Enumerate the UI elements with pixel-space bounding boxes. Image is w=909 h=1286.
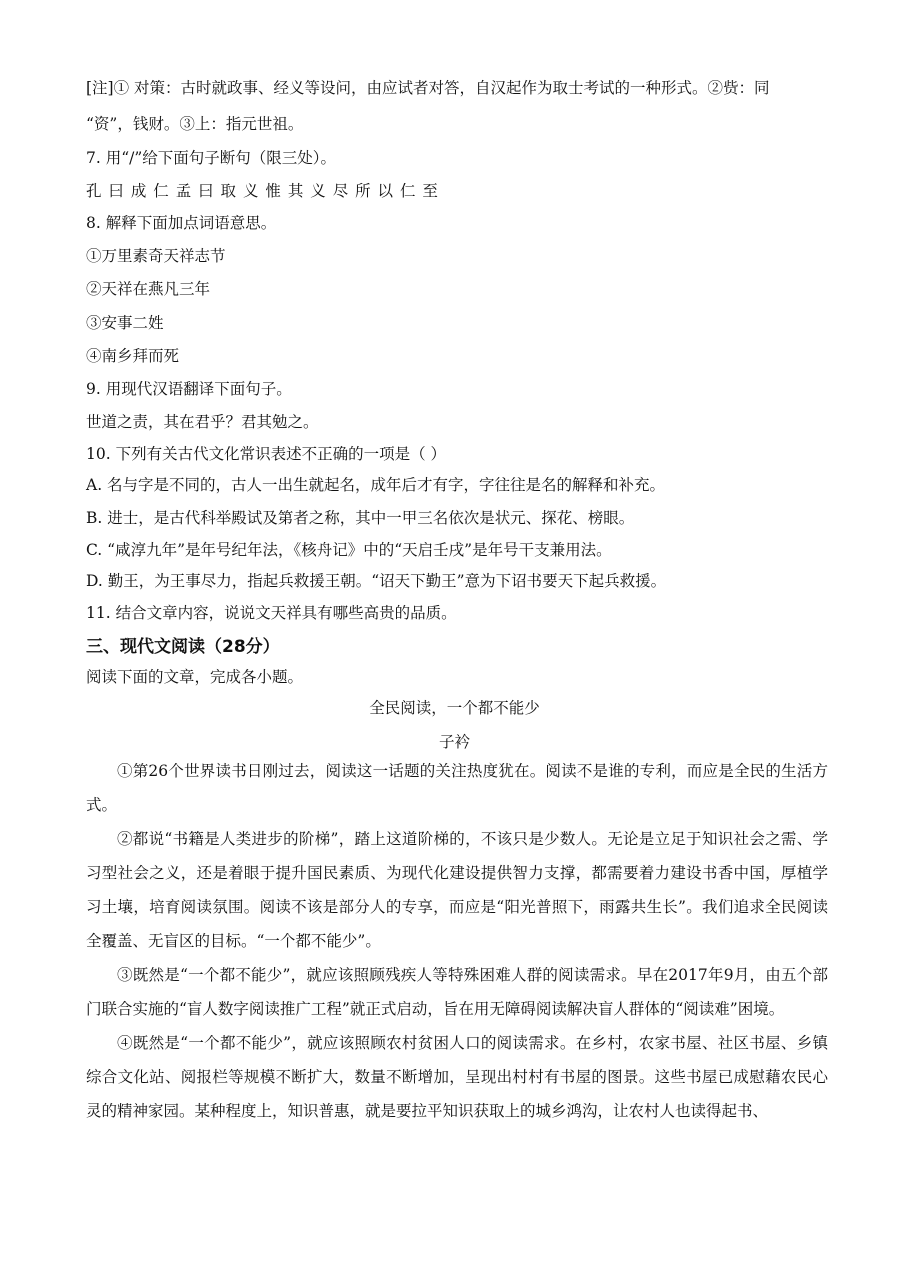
article-paragraph: ①第26个世界读书日刚过去，阅读这一话题的关注热度犹在。阅读不是谁的专利，而应是全民的生活方式。	[86, 762, 828, 814]
article-author: 子衿	[438, 733, 470, 751]
q7-text: 孔 曰 成 仁 孟 曰 取 义 惟 其 义 尽 所 以 仁 至	[86, 182, 439, 200]
note-line-1: [注]① 对策：古时就政事、经义等设问，由应试者对答，自汉起作为取士考试的一种形式。②赀：同	[86, 79, 770, 97]
section-instruction: 阅读下面的文章，完成各小题。	[86, 668, 304, 686]
q10-option-c: C. “咸淳九年”是年号纪年法，《核舟记》中的“天启壬戌”是年号干支兼用法。	[86, 541, 612, 559]
q10-option-d: D. 勤王，为王事尽力，指起兵救援王朝。“诏天下勤王”意为下诏书要天下起兵救援。	[86, 572, 667, 590]
article-paragraph: ②都说“书籍是人类进步的阶梯”，踏上这道阶梯的，不该只是少数人。无论是立足于知识社会之需、学习型社会之义，还是着眼于提升国民素质、为现代化建设提供智力支撑，都需要着力建设书香中国，厚植学习土壤，培育阅读氛围。阅读不该是部分人的专享，而应是“阳光普照下，雨露共生长”。我们追求全民阅读全覆盖、无盲区的目标。“一个都不能少”。	[86, 830, 828, 950]
q10-option-b: B. 进士，是古代科举殿试及第者之称，其中一甲三名依次是状元、探花、榜眼。	[86, 509, 635, 527]
q9-text: 世道之责，其在君乎？君其勉之。	[86, 413, 319, 431]
note-line-2: “资”，钱财。③上：指元世祖。	[86, 115, 304, 133]
section-heading: 三、现代文阅读（28分）	[86, 637, 280, 657]
article-body	[86, 754, 828, 1128]
article-paragraph: ④既然是“一个都不能少”，就应该照顾农村贫困人口的阅读需求。在乡村，农家书屋、社区书屋、乡镇综合文化站、阅报栏等规模不断扩大，数量不断增加，呈现出村村有书屋的图景。这些书屋已成慰藉农民心灵的精神家园。某种程度上，知识普惠，就是要拉平知识获取上的城乡鸿沟，让农村人也读得起书、	[86, 1034, 828, 1120]
article-paragraph: ③既然是“一个都不能少”，就应该照顾残疾人等特殊困难人群的阅读需求。早在2017年9月，由五个部门联合实施的“盲人数字阅读推广工程”就正式启动，旨在用无障碍阅读解决盲人群体的“阅读难”困境。	[86, 966, 828, 1018]
q8-prompt: 8. 解释下面加点词语意思。	[86, 214, 277, 232]
q7-prompt: 7. 用“/”给下面句子断句（限三处）。	[86, 149, 337, 167]
q8-item: ②天祥在燕凡三年	[86, 280, 211, 298]
q8-item: ④南乡拜而死	[86, 347, 180, 365]
q9-prompt: 9. 用现代汉语翻译下面句子。	[86, 380, 292, 398]
q11-prompt: 11. 结合文章内容，说说文天祥具有哪些高贵的品质。	[86, 604, 457, 622]
q8-item: ③安事二姓	[86, 314, 164, 332]
q10-prompt: 10. 下列有关古代文化常识表述不正确的一项是（ ）	[86, 445, 447, 463]
q10-option-a: A. 名与字是不同的，古人一出生就起名，成年后才有字，字往往是名的解释和补充。	[86, 476, 666, 494]
article-title: 全民阅读，一个都不能少	[369, 699, 540, 717]
q8-item: ①万里素奇天祥志节	[86, 247, 226, 265]
